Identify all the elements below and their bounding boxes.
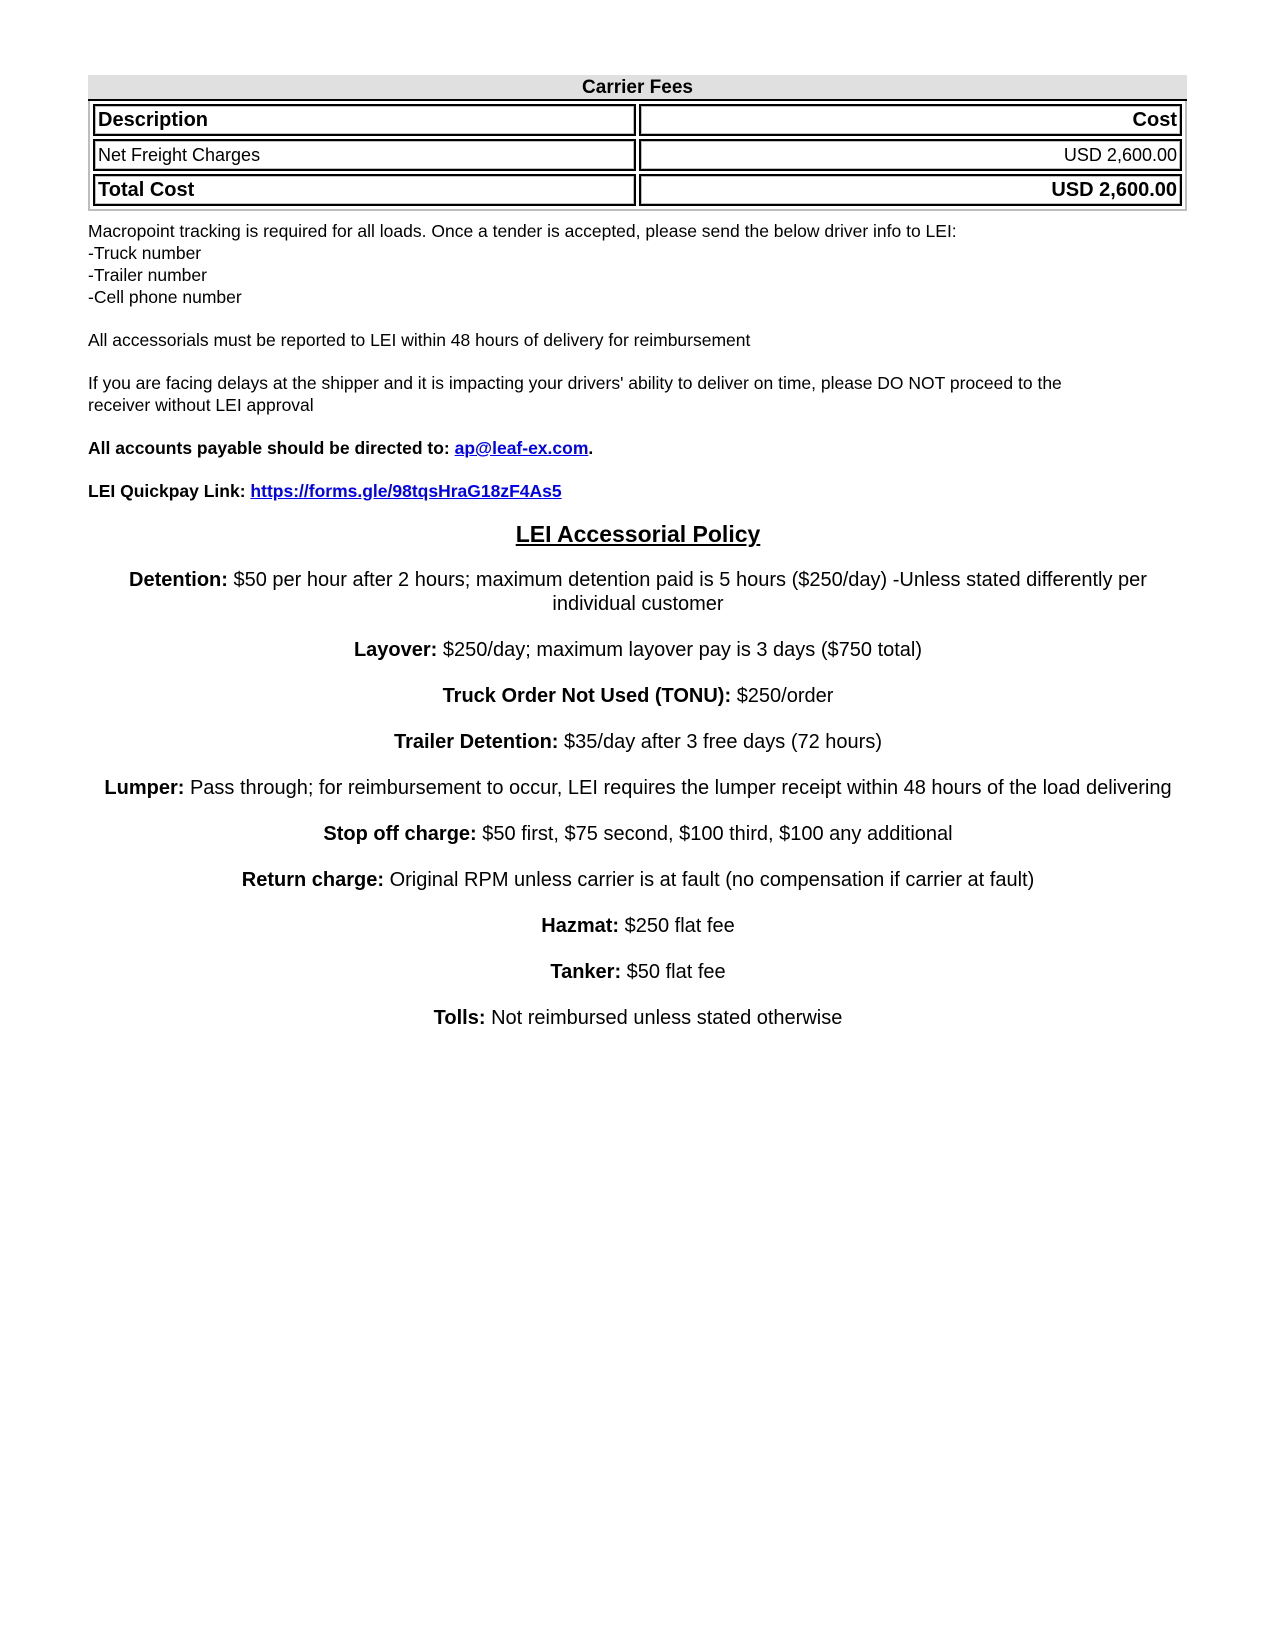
policy-item-tolls <box>88 1006 1188 1030</box>
tracking-item-trailer: -Trailer number <box>88 265 207 285</box>
row-description: Net Freight Charges <box>93 139 636 171</box>
policy-item-hazmat <box>88 914 1188 938</box>
policy-label: Truck Order Not Used (TONU): <box>442 685 732 707</box>
policy-item-trailer-detention <box>88 730 1188 754</box>
policy-text: $50 per hour after 2 hours; maximum detention paid is 5 hours ($250/day) -Unless stated differently per individual customer <box>233 569 1147 615</box>
policy-label: Stop off charge: <box>323 823 477 845</box>
policy-label: Layover: <box>353 639 438 661</box>
policy-label: Detention: <box>129 569 228 591</box>
policy-label: Hazmat: <box>541 915 620 937</box>
policy-text: $50 flat fee <box>626 961 726 983</box>
description-header: Description <box>93 104 636 136</box>
policy-item-detention <box>88 568 1188 616</box>
quickpay-link[interactable]: https://forms.gle/98tqsHraG18zF4As5 <box>250 481 562 501</box>
carrier-fees-title: Carrier Fees <box>88 75 1187 101</box>
policy-title: LEI Accessorial Policy <box>515 521 761 547</box>
policy-item-stop-off <box>88 822 1188 846</box>
delays-paragraph <box>88 372 1188 416</box>
policy-text: Pass through; for reimbursement to occur, LEI requires the lumper receipt within 48 hours of the load delivering <box>189 777 1172 799</box>
policy-text: Original RPM unless carrier is at fault (no compensation if carrier at fault) <box>389 869 1035 891</box>
policy-text: $50 first, $75 second, $100 third, $100 any additional <box>482 823 953 845</box>
tracking-paragraph <box>88 220 1188 308</box>
delays-line-1: If you are facing delays at the shipper and it is impacting your drivers' ability to deliver on time, please DO NOT proceed to the <box>88 373 1062 393</box>
policy-text: $250 flat fee <box>624 915 735 937</box>
policy-label: Tolls: <box>433 1007 486 1029</box>
total-label: Total Cost <box>93 174 636 206</box>
policy-item-lumper <box>88 776 1188 800</box>
policy-label: Lumper: <box>104 777 185 799</box>
policy-item-return <box>88 868 1188 892</box>
policy-item-tanker <box>88 960 1188 984</box>
row-cost: USD 2,600.00 <box>639 139 1182 171</box>
accessorial-policy-section <box>88 520 1188 1052</box>
total-value: USD 2,600.00 <box>639 174 1182 206</box>
tracking-intro: Macropoint tracking is required for all loads. Once a tender is accepted, please send the below driver info to LEI: <box>88 221 957 241</box>
ap-label: All accounts payable should be directed to: <box>88 438 450 458</box>
accounts-payable-paragraph <box>88 437 1188 459</box>
total-row <box>93 174 1182 206</box>
tracking-item-truck: -Truck number <box>88 243 202 263</box>
delays-line-2: receiver without LEI approval <box>88 395 314 415</box>
tracking-item-phone: -Cell phone number <box>88 287 242 307</box>
ap-suffix: . <box>588 438 594 458</box>
policy-text: Not reimbursed unless stated otherwise <box>491 1007 843 1029</box>
policy-text: $35/day after 3 free days (72 hours) <box>564 731 882 753</box>
table-header-row <box>93 104 1182 136</box>
policy-label: Tanker: <box>550 961 622 983</box>
policy-label: Trailer Detention: <box>393 731 559 753</box>
carrier-fees-section <box>88 75 1187 211</box>
policy-text: $250/order <box>736 685 834 707</box>
ap-email-link[interactable]: ap@leaf-ex.com <box>454 438 589 458</box>
table-row <box>93 139 1182 171</box>
notes-section <box>88 220 1188 523</box>
quickpay-paragraph <box>88 480 1188 502</box>
quickpay-label: LEI Quickpay Link: <box>88 481 246 501</box>
accessorials-paragraph: All accessorials must be reported to LEI within 48 hours of delivery for reimbursement <box>88 330 751 350</box>
policy-item-tonu <box>88 684 1188 708</box>
cost-header: Cost <box>639 104 1182 136</box>
policy-label: Return charge: <box>241 869 384 891</box>
policy-text: $250/day; maximum layover pay is 3 days ($750 total) <box>442 639 923 661</box>
policy-item-layover <box>88 638 1188 662</box>
carrier-fees-table <box>88 101 1187 211</box>
